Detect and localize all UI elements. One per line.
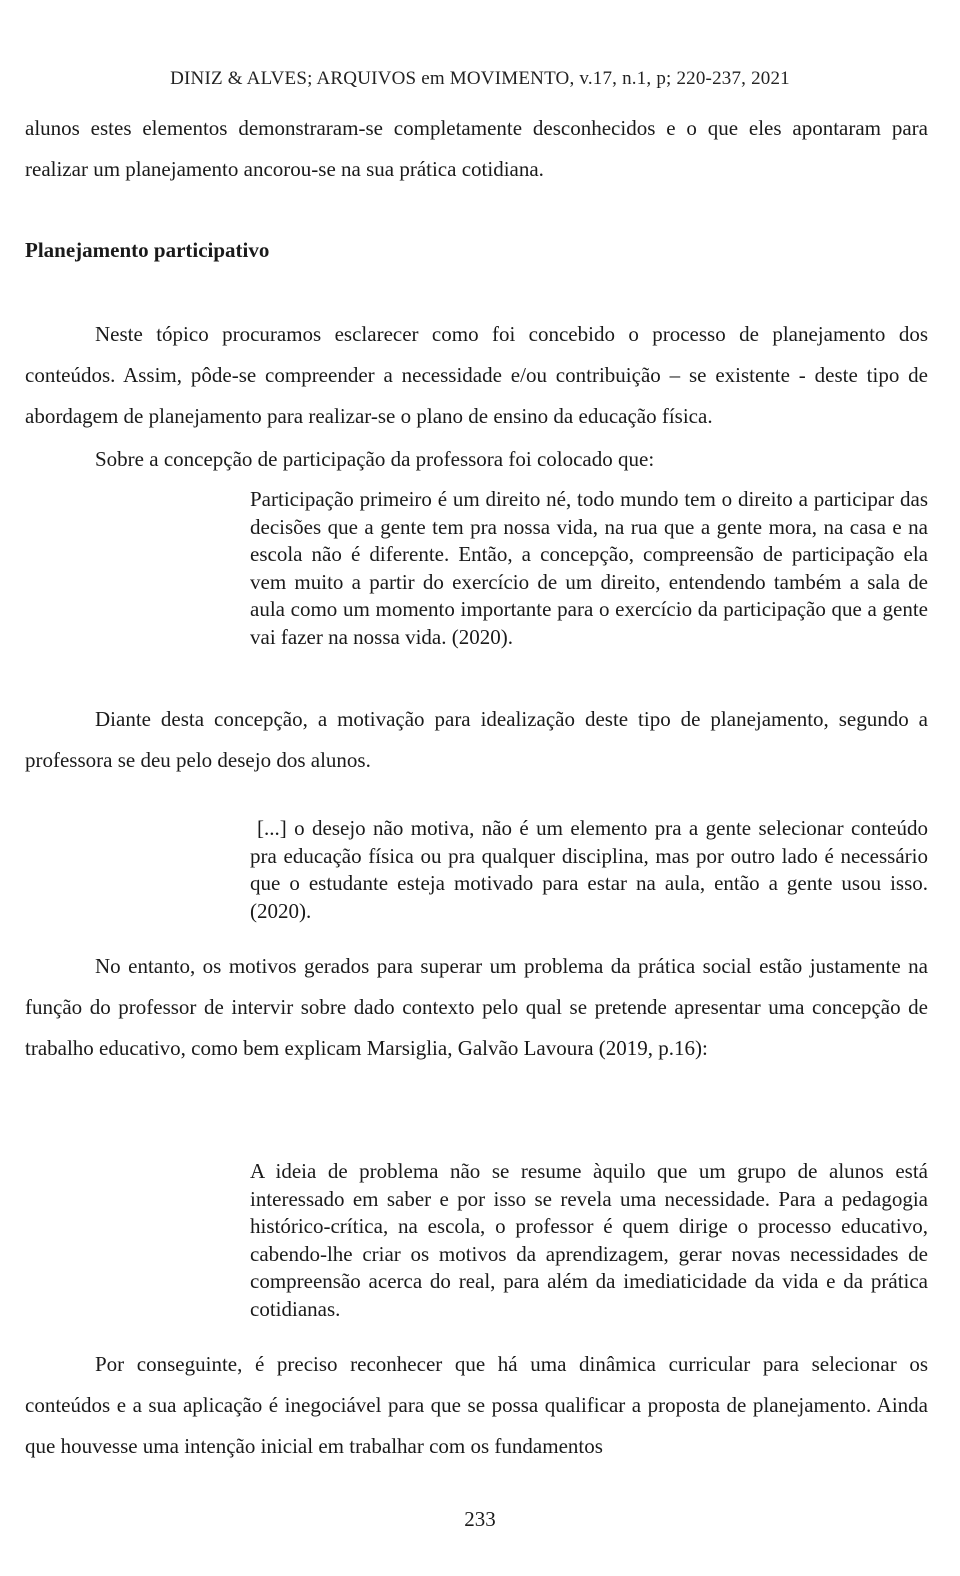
block-quote-marsiglia: A ideia de problema não se resume àquilo que um grupo de alunos está interessado em saber e por isso se revela uma necessidade. Para a pedagogia histórico-crítica, na escola, o professor é quem dirige o processo educativo, cabendo-lhe criar os motivos da aprendizagem, gerar novas necessidades de compreensão acerca do real, para além da imediaticidade da vida e da prática cotidianas. [250,1159,928,1321]
block-quote-participation: Participação primeiro é um direito né, todo mundo tem o direito a participar das decisões que a gente tem pra nossa vida, na rua que a gente mora, na casa e na escola não é diferente. Então, a concepção, compreensão de participação ela vem muito a partir do exercício de um direito, entendendo também a sala de aula como um momento importante para o exercício da participação que a gente vai fazer na nossa vida. (2020). [250,487,928,649]
paragraph-intro: Neste tópico procuramos esclarecer como foi concebido o processo de planejamento dos conteúdos. Assim, pôde-se compreender a necessidade e/ou contribuição – se existente - deste tipo de abordagem de planejamento para realizar-se o plano de ensino da educação física. [25,322,928,428]
paragraph-motivation: Diante desta concepção, a motivação para idealização deste tipo de planejamento, segundo a professora se deu pelo desejo dos alunos. [25,707,928,772]
paragraph-therefore: Por conseguinte, é preciso reconhecer que há uma dinâmica curricular para selecionar os conteúdos e a sua aplicação é inegociável para que se possa qualificar a proposta de planejamento. Ainda que houvesse uma intenção inicial em trabalhar com os fundamentos [25,1352,928,1458]
page-number: 233 [464,1507,496,1531]
paragraph-conception: Sobre a concepção de participação da professora foi colocado que: [95,447,655,471]
running-header: DINIZ & ALVES; ARQUIVOS em MOVIMENTO, v.17, n.1, p; 220-237, 2021 [170,68,790,89]
paragraph-however: No entanto, os motivos gerados para superar um problema da prática social estão justamente na função do professor de intervir sobre dado contexto pelo qual se pretende apresentar uma concepção de trabalho educativo, como bem explicam Marsiglia, Galvão Lavoura (2019, p.16): [25,954,928,1060]
section-heading: Planejamento participativo [25,238,270,262]
paragraph-continuation: alunos estes elementos demonstraram-se completamente desconhecidos e o que eles apontaram para realizar um planejamento ancorou-se na sua prática cotidiana. [25,116,928,181]
block-quote-desire: [...] o desejo não motiva, não é um elemento pra a gente selecionar conteúdo pra educação física ou pra qualquer disciplina, mas por outro lado é necessário que o estudante esteja motivado para estar na aula, então a gente usou isso. (2020). [250,816,928,923]
